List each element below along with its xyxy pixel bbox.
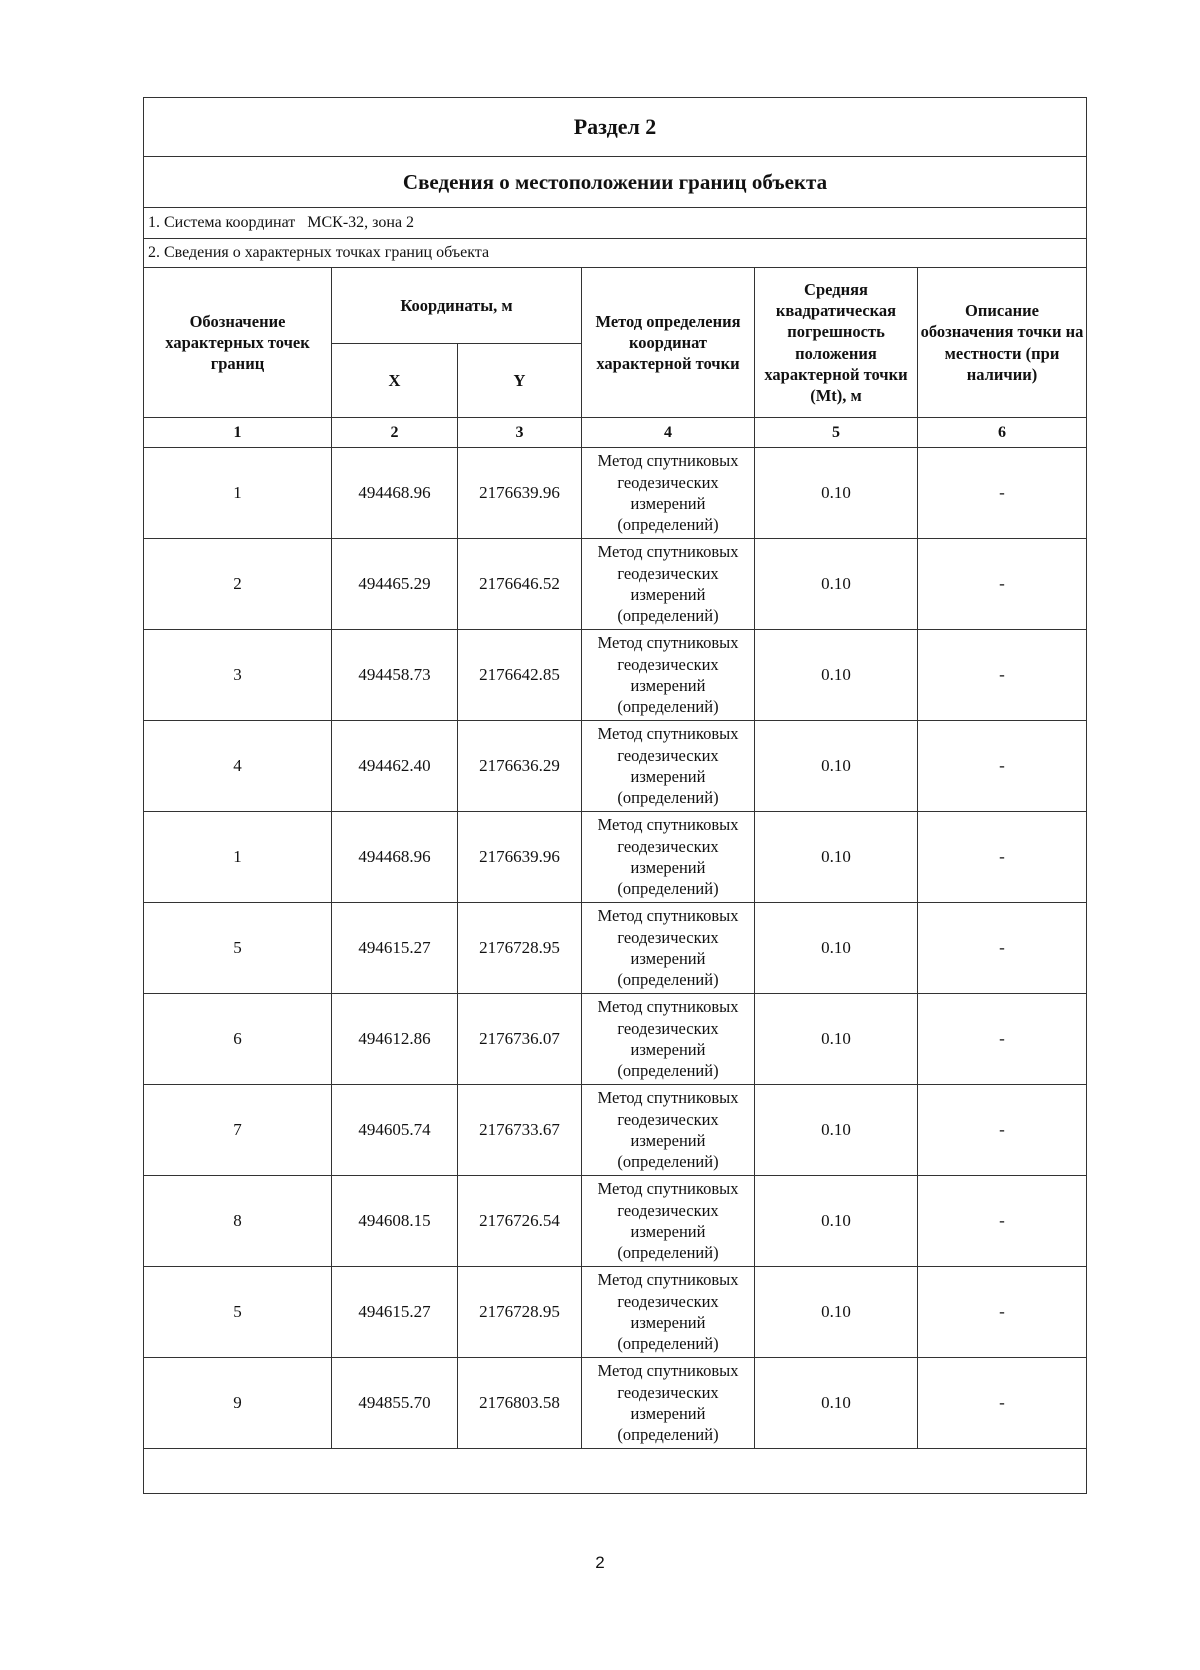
header-method: Метод определения координат характерной точки xyxy=(582,268,755,418)
column-number: 6 xyxy=(918,418,1087,448)
point-cell: 7 xyxy=(144,1085,332,1176)
column-number: 1 xyxy=(144,418,332,448)
point-cell: 1 xyxy=(144,812,332,903)
coordinate-system-label: 1. Система координат xyxy=(148,214,296,231)
error-cell: 0.10 xyxy=(755,1176,918,1267)
column-number: 5 xyxy=(755,418,918,448)
point-cell: 2 xyxy=(144,539,332,630)
x-coordinate-cell: 494855.70 xyxy=(332,1358,458,1449)
table-row xyxy=(144,1176,1087,1267)
coordinate-system-line xyxy=(144,208,1087,239)
y-coordinate-cell: 2176639.96 xyxy=(458,812,582,903)
y-coordinate-cell: 2176642.85 xyxy=(458,630,582,721)
section-subtitle: Сведения о местоположении границ объекта xyxy=(144,157,1087,208)
description-cell: - xyxy=(918,994,1087,1085)
method-cell: Метод спутниковых геодезических измерений (определений) xyxy=(582,721,755,812)
header-y: Y xyxy=(458,344,582,418)
header-x: X xyxy=(332,344,458,418)
table-row xyxy=(144,721,1087,812)
column-number: 3 xyxy=(458,418,582,448)
error-cell: 0.10 xyxy=(755,539,918,630)
table-row xyxy=(144,539,1087,630)
error-cell: 0.10 xyxy=(755,1267,918,1358)
error-cell: 0.10 xyxy=(755,630,918,721)
header-error: Средняя квадратическая погрешность положения характерной точки (Mt), м xyxy=(755,268,918,418)
y-coordinate-cell: 2176803.58 xyxy=(458,1358,582,1449)
description-cell: - xyxy=(918,721,1087,812)
description-cell: - xyxy=(918,448,1087,539)
description-cell: - xyxy=(918,630,1087,721)
error-cell: 0.10 xyxy=(755,1358,918,1449)
method-cell: Метод спутниковых геодезических измерений (определений) xyxy=(582,903,755,994)
method-cell: Метод спутниковых геодезических измерений (определений) xyxy=(582,448,755,539)
table-row xyxy=(144,812,1087,903)
table-row xyxy=(144,1085,1087,1176)
table-row xyxy=(144,1267,1087,1358)
description-cell: - xyxy=(918,1085,1087,1176)
point-cell: 3 xyxy=(144,630,332,721)
section-title: Раздел 2 xyxy=(144,98,1087,157)
point-cell: 9 xyxy=(144,1358,332,1449)
x-coordinate-cell: 494615.27 xyxy=(332,1267,458,1358)
point-cell: 5 xyxy=(144,1267,332,1358)
x-coordinate-cell: 494465.29 xyxy=(332,539,458,630)
page-number: 2 xyxy=(595,1553,605,1572)
table-row xyxy=(144,630,1087,721)
method-cell: Метод спутниковых геодезических измерений (определений) xyxy=(582,1358,755,1449)
point-cell: 5 xyxy=(144,903,332,994)
header-description: Описание обозначения точки на местности (при наличии) xyxy=(918,268,1087,418)
description-cell: - xyxy=(918,539,1087,630)
column-number-row xyxy=(144,418,1087,448)
y-coordinate-cell: 2176636.29 xyxy=(458,721,582,812)
method-cell: Метод спутниковых геодезических измерений (определений) xyxy=(582,1085,755,1176)
point-cell: 1 xyxy=(144,448,332,539)
y-coordinate-cell: 2176728.95 xyxy=(458,1267,582,1358)
empty-row xyxy=(144,1449,1087,1494)
description-cell: - xyxy=(918,1267,1087,1358)
header-point: Обозначение характерных точек границ xyxy=(144,268,332,418)
x-coordinate-cell: 494468.96 xyxy=(332,448,458,539)
table-row xyxy=(144,1358,1087,1449)
y-coordinate-cell: 2176639.96 xyxy=(458,448,582,539)
error-cell: 0.10 xyxy=(755,903,918,994)
column-number: 4 xyxy=(582,418,755,448)
column-number: 2 xyxy=(332,418,458,448)
coordinate-system-value: МСК-32, зона 2 xyxy=(307,214,415,231)
y-coordinate-cell: 2176733.67 xyxy=(458,1085,582,1176)
table-row xyxy=(144,903,1087,994)
empty-cell xyxy=(144,1449,1087,1494)
description-cell: - xyxy=(918,1176,1087,1267)
method-cell: Метод спутниковых геодезических измерений (определений) xyxy=(582,1267,755,1358)
header-coords: Координаты, м xyxy=(332,268,582,344)
x-coordinate-cell: 494608.15 xyxy=(332,1176,458,1267)
method-cell: Метод спутниковых геодезических измерений (определений) xyxy=(582,539,755,630)
y-coordinate-cell: 2176728.95 xyxy=(458,903,582,994)
method-cell: Метод спутниковых геодезических измерений (определений) xyxy=(582,994,755,1085)
point-cell: 8 xyxy=(144,1176,332,1267)
description-cell: - xyxy=(918,1358,1087,1449)
x-coordinate-cell: 494605.74 xyxy=(332,1085,458,1176)
point-cell: 4 xyxy=(144,721,332,812)
table-row xyxy=(144,448,1087,539)
x-coordinate-cell: 494462.40 xyxy=(332,721,458,812)
y-coordinate-cell: 2176646.52 xyxy=(458,539,582,630)
x-coordinate-cell: 494612.86 xyxy=(332,994,458,1085)
point-cell: 6 xyxy=(144,994,332,1085)
method-cell: Метод спутниковых геодезических измерений (определений) xyxy=(582,630,755,721)
y-coordinate-cell: 2176726.54 xyxy=(458,1176,582,1267)
points-header: 2. Сведения о характерных точках границ объекта xyxy=(144,239,1087,268)
y-coordinate-cell: 2176736.07 xyxy=(458,994,582,1085)
error-cell: 0.10 xyxy=(755,1085,918,1176)
boundary-table xyxy=(143,97,1087,1494)
document-page xyxy=(143,97,1086,1494)
error-cell: 0.10 xyxy=(755,812,918,903)
error-cell: 0.10 xyxy=(755,994,918,1085)
x-coordinate-cell: 494458.73 xyxy=(332,630,458,721)
table-row xyxy=(144,994,1087,1085)
description-cell: - xyxy=(918,903,1087,994)
x-coordinate-cell: 494468.96 xyxy=(332,812,458,903)
method-cell: Метод спутниковых геодезических измерений (определений) xyxy=(582,1176,755,1267)
x-coordinate-cell: 494615.27 xyxy=(332,903,458,994)
description-cell: - xyxy=(918,812,1087,903)
error-cell: 0.10 xyxy=(755,448,918,539)
error-cell: 0.10 xyxy=(755,721,918,812)
method-cell: Метод спутниковых геодезических измерений (определений) xyxy=(582,812,755,903)
